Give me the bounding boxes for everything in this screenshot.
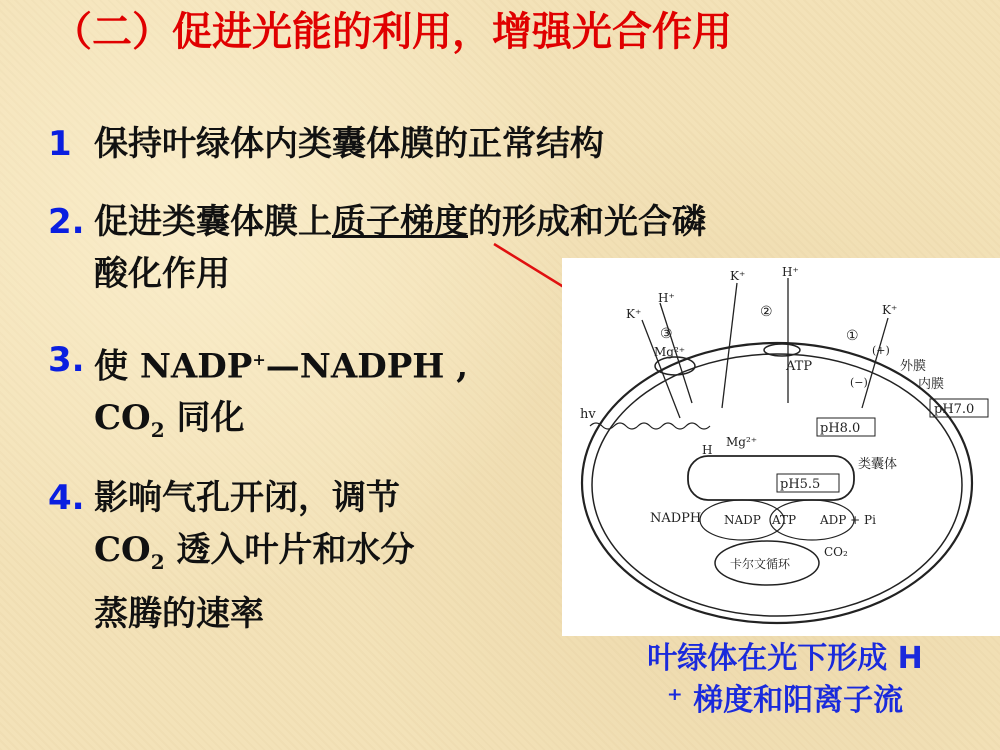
point-3-post: 同化 xyxy=(164,398,245,439)
nadph-label: NADPH , xyxy=(299,346,469,387)
co2-label: CO xyxy=(94,398,151,439)
nadp-plus: + xyxy=(252,350,266,369)
point-4-line2: 透入叶片和水分 xyxy=(164,530,415,570)
svg-text:CO₂: CO₂ xyxy=(824,545,848,559)
svg-text:类囊体: 类囊体 xyxy=(858,457,898,472)
point-1-text: 保持叶绿体内类囊体膜的正常结构 xyxy=(94,124,604,164)
svg-text:Mg²⁺: Mg²⁺ xyxy=(654,345,686,359)
svg-text:NADP: NADP xyxy=(724,513,761,527)
svg-text:(+): (+) xyxy=(872,344,890,357)
svg-text:hv: hv xyxy=(580,407,596,422)
svg-text:H⁺: H⁺ xyxy=(658,291,675,305)
thylakoid xyxy=(688,456,854,500)
svg-text:ATP: ATP xyxy=(772,513,797,527)
proton-gradient-term: 质子梯度 xyxy=(332,202,468,242)
slide-title: （二）促进光能的利用，增强光合作用 xyxy=(52,9,732,55)
svg-text:NADPH: NADPH xyxy=(650,511,702,526)
ion-channel-3 xyxy=(655,357,695,375)
svg-text:pH8.0: pH8.0 xyxy=(820,421,861,436)
point-4-line1: 影响气孔开闭，调节 xyxy=(94,478,400,518)
co2-label-2: CO xyxy=(94,530,151,570)
chloroplast-diagram xyxy=(562,258,1000,636)
svg-text:卡尔文循环: 卡尔文循环 xyxy=(730,557,791,571)
point-2-pre: 促进类囊体膜上 xyxy=(94,202,332,242)
diagram-caption xyxy=(600,638,970,722)
svg-text:K⁺: K⁺ xyxy=(626,307,642,321)
point-2-line2: 酸化作用 xyxy=(94,254,230,294)
svg-text:③: ③ xyxy=(660,326,673,342)
svg-text:pH5.5: pH5.5 xyxy=(780,477,821,492)
caption-line-2: ⁺ 梯度和阳离子流 xyxy=(666,683,904,718)
point-3-number: 3. xyxy=(48,340,85,380)
svg-text:K⁺: K⁺ xyxy=(730,269,746,283)
svg-text:ATP: ATP xyxy=(786,359,813,374)
point-3-pre: 使 xyxy=(94,346,140,387)
svg-text:外膜: 外膜 xyxy=(900,359,927,374)
svg-text:②: ② xyxy=(760,304,773,320)
svg-text:H: H xyxy=(702,443,713,457)
svg-text:H⁺: H⁺ xyxy=(782,265,799,279)
svg-text:内膜: 内膜 xyxy=(918,377,945,392)
co2-subscript-2: 2 xyxy=(150,549,165,574)
point-4-line3: 蒸腾的速率 xyxy=(94,593,264,634)
svg-text:(−): (−) xyxy=(850,376,868,389)
nadp-label: NADP xyxy=(139,346,253,387)
co2-subscript: 2 xyxy=(150,418,165,443)
svg-text:ADP + Pi: ADP + Pi xyxy=(820,513,876,527)
caption-line-1: 叶绿体在光下形成 H xyxy=(647,641,923,676)
point-4-number: 4. xyxy=(48,478,85,518)
point-2-number: 2. xyxy=(48,202,85,242)
svg-text:Mg²⁺: Mg²⁺ xyxy=(726,435,758,449)
svg-text:pH7.0: pH7.0 xyxy=(934,402,975,417)
svg-text:K⁺: K⁺ xyxy=(882,303,898,317)
svg-text:①: ① xyxy=(846,328,859,344)
point-1-number: 1 xyxy=(48,124,72,164)
conversion-dash: — xyxy=(265,346,300,387)
point-2-post: 的形成和光合磷 xyxy=(468,202,706,242)
